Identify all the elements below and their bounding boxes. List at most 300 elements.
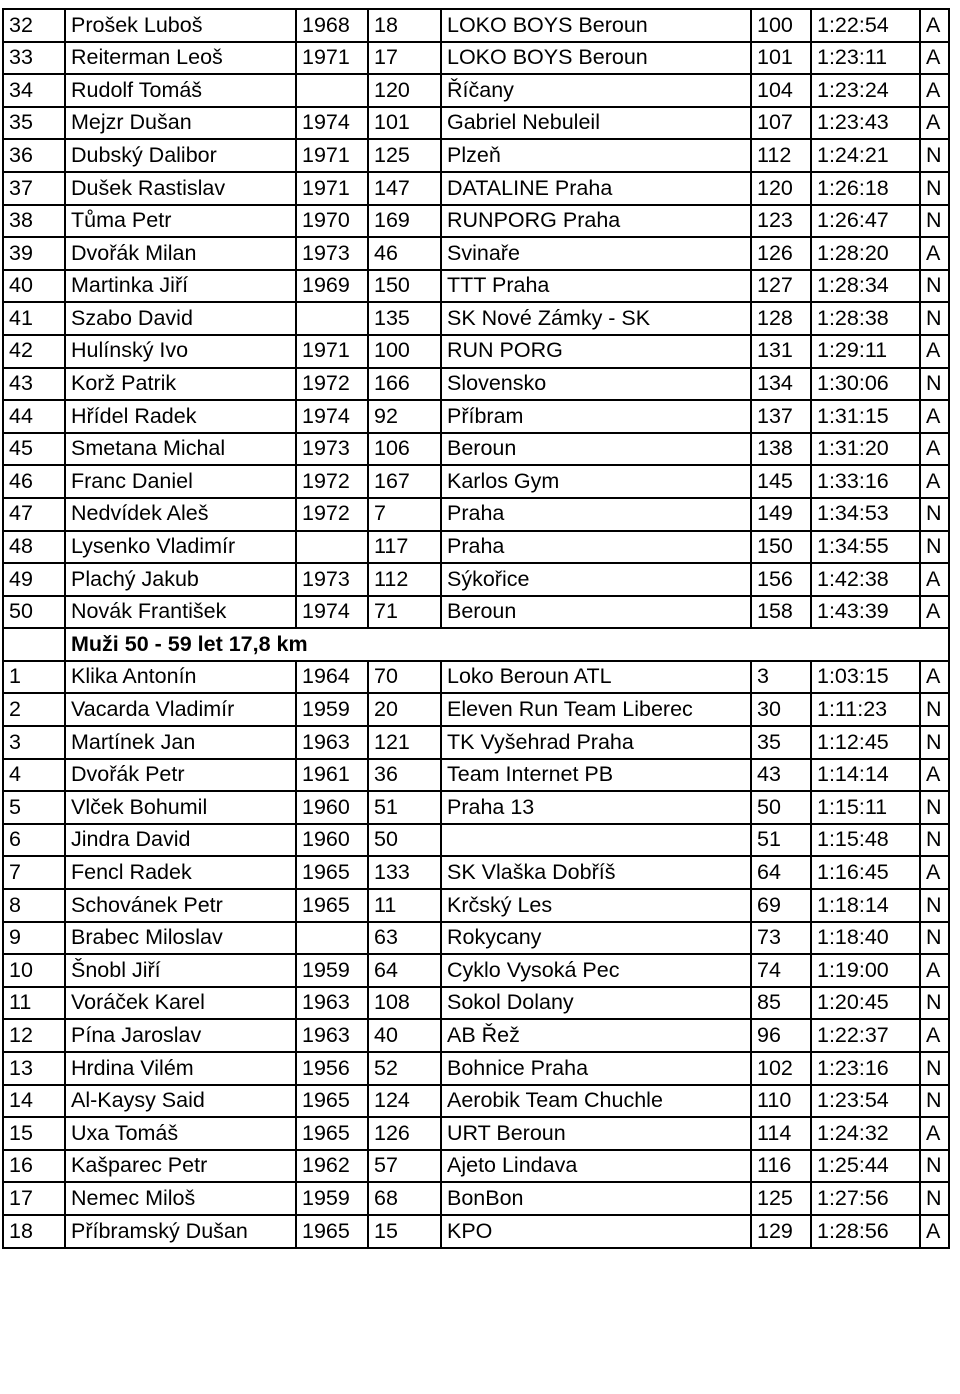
year-cell: 1974 <box>296 107 368 140</box>
place-cell: 40 <box>3 270 65 303</box>
club-cell: Beroun <box>441 433 751 466</box>
time-cell: 1:28:20 <box>811 237 920 270</box>
name-cell: Kašparec Petr <box>65 1150 296 1183</box>
table-row <box>3 596 949 629</box>
club-cell <box>441 824 751 857</box>
place-cell: 9 <box>3 922 65 955</box>
table-row <box>3 74 949 107</box>
bib-cell: 20 <box>368 693 441 726</box>
name-cell: Smetana Michal <box>65 433 296 466</box>
club-cell: AB Řež <box>441 1019 751 1052</box>
bib-cell: 51 <box>368 791 441 824</box>
table-row <box>3 759 949 792</box>
overall-cell: 96 <box>751 1019 811 1052</box>
club-cell: LOKO BOYS Beroun <box>441 42 751 75</box>
time-cell: 1:34:55 <box>811 531 920 564</box>
place-cell: 43 <box>3 368 65 401</box>
year-cell: 1960 <box>296 824 368 857</box>
table-row <box>3 661 949 694</box>
table-row <box>3 791 949 824</box>
place-cell: 45 <box>3 433 65 466</box>
year-cell: 1971 <box>296 139 368 172</box>
place-cell: 1 <box>3 661 65 694</box>
year-cell: 1959 <box>296 1182 368 1215</box>
table-row <box>3 237 949 270</box>
bib-cell: 57 <box>368 1150 441 1183</box>
overall-cell: 131 <box>751 335 811 368</box>
place-cell: 34 <box>3 74 65 107</box>
year-cell: 1970 <box>296 205 368 238</box>
name-cell: Al-Kaysy Said <box>65 1085 296 1118</box>
name-cell: Lysenko Vladimír <box>65 531 296 564</box>
flag-cell: A <box>920 661 949 694</box>
empty-cell <box>3 628 65 661</box>
year-cell: 1971 <box>296 172 368 205</box>
time-cell: 1:29:11 <box>811 335 920 368</box>
overall-cell: 137 <box>751 400 811 433</box>
bib-cell: 52 <box>368 1052 441 1085</box>
bib-cell: 150 <box>368 270 441 303</box>
table-row <box>3 693 949 726</box>
category-heading-row <box>3 628 949 661</box>
year-cell: 1961 <box>296 759 368 792</box>
club-cell: SK Vlaška Dobříš <box>441 856 751 889</box>
year-cell <box>296 922 368 955</box>
time-cell: 1:15:48 <box>811 824 920 857</box>
club-cell: Loko Beroun ATL <box>441 661 751 694</box>
name-cell: Plachý Jakub <box>65 563 296 596</box>
place-cell: 50 <box>3 596 65 629</box>
club-cell: Cyklo Vysoká Pec <box>441 954 751 987</box>
time-cell: 1:43:39 <box>811 596 920 629</box>
bib-cell: 68 <box>368 1182 441 1215</box>
overall-cell: 145 <box>751 465 811 498</box>
club-cell: Bohnice Praha <box>441 1052 751 1085</box>
flag-cell: A <box>920 1117 949 1150</box>
place-cell: 15 <box>3 1117 65 1150</box>
overall-cell: 138 <box>751 433 811 466</box>
bib-cell: 63 <box>368 922 441 955</box>
time-cell: 1:16:45 <box>811 856 920 889</box>
name-cell: Šnobl Jiří <box>65 954 296 987</box>
time-cell: 1:23:54 <box>811 1085 920 1118</box>
overall-cell: 128 <box>751 302 811 335</box>
bib-cell: 15 <box>368 1215 441 1248</box>
table-row <box>3 726 949 759</box>
overall-cell: 149 <box>751 498 811 531</box>
time-cell: 1:26:18 <box>811 172 920 205</box>
club-cell: TK Vyšehrad Praha <box>441 726 751 759</box>
name-cell: Korž Patrik <box>65 368 296 401</box>
bib-cell: 169 <box>368 205 441 238</box>
overall-cell: 3 <box>751 661 811 694</box>
overall-cell: 100 <box>751 9 811 42</box>
overall-cell: 101 <box>751 42 811 75</box>
table-row <box>3 531 949 564</box>
name-cell: Dvořák Milan <box>65 237 296 270</box>
name-cell: Novák František <box>65 596 296 629</box>
table-row <box>3 205 949 238</box>
bib-cell: 167 <box>368 465 441 498</box>
year-cell: 1968 <box>296 9 368 42</box>
name-cell: Klika Antonín <box>65 661 296 694</box>
flag-cell: N <box>920 1182 949 1215</box>
club-cell: LOKO BOYS Beroun <box>441 9 751 42</box>
place-cell: 10 <box>3 954 65 987</box>
year-cell: 1972 <box>296 498 368 531</box>
overall-cell: 129 <box>751 1215 811 1248</box>
bib-cell: 36 <box>368 759 441 792</box>
name-cell: Fencl Radek <box>65 856 296 889</box>
overall-cell: 30 <box>751 693 811 726</box>
overall-cell: 51 <box>751 824 811 857</box>
bib-cell: 11 <box>368 889 441 922</box>
time-cell: 1:15:11 <box>811 791 920 824</box>
table-row <box>3 270 949 303</box>
time-cell: 1:22:37 <box>811 1019 920 1052</box>
year-cell: 1959 <box>296 954 368 987</box>
table-row <box>3 922 949 955</box>
name-cell: Martinka Jiří <box>65 270 296 303</box>
time-cell: 1:23:43 <box>811 107 920 140</box>
name-cell: Tůma Petr <box>65 205 296 238</box>
flag-cell: N <box>920 205 949 238</box>
place-cell: 17 <box>3 1182 65 1215</box>
bib-cell: 166 <box>368 368 441 401</box>
flag-cell: N <box>920 889 949 922</box>
flag-cell: N <box>920 302 949 335</box>
club-cell: RUN PORG <box>441 335 751 368</box>
name-cell: Szabo David <box>65 302 296 335</box>
place-cell: 32 <box>3 9 65 42</box>
year-cell: 1974 <box>296 596 368 629</box>
overall-cell: 116 <box>751 1150 811 1183</box>
name-cell: Nemec Miloš <box>65 1182 296 1215</box>
table-row <box>3 987 949 1020</box>
time-cell: 1:28:38 <box>811 302 920 335</box>
place-cell: 39 <box>3 237 65 270</box>
table-row <box>3 433 949 466</box>
club-cell: Praha <box>441 498 751 531</box>
club-cell: Sokol Dolany <box>441 987 751 1020</box>
time-cell: 1:26:47 <box>811 205 920 238</box>
overall-cell: 112 <box>751 139 811 172</box>
time-cell: 1:34:53 <box>811 498 920 531</box>
time-cell: 1:33:16 <box>811 465 920 498</box>
flag-cell: N <box>920 498 949 531</box>
overall-cell: 43 <box>751 759 811 792</box>
name-cell: Hulínský Ivo <box>65 335 296 368</box>
club-cell: Aerobik Team Chuchle <box>441 1085 751 1118</box>
club-cell: URT Beroun <box>441 1117 751 1150</box>
results-body <box>3 9 949 1248</box>
place-cell: 13 <box>3 1052 65 1085</box>
overall-cell: 110 <box>751 1085 811 1118</box>
results-sheet <box>2 8 948 1249</box>
time-cell: 1:23:16 <box>811 1052 920 1085</box>
place-cell: 47 <box>3 498 65 531</box>
club-cell: Karlos Gym <box>441 465 751 498</box>
year-cell: 1963 <box>296 1019 368 1052</box>
overall-cell: 74 <box>751 954 811 987</box>
name-cell: Schovánek Petr <box>65 889 296 922</box>
table-row <box>3 824 949 857</box>
year-cell: 1974 <box>296 400 368 433</box>
club-cell: Team Internet PB <box>441 759 751 792</box>
table-row <box>3 889 949 922</box>
overall-cell: 35 <box>751 726 811 759</box>
flag-cell: A <box>920 1019 949 1052</box>
place-cell: 33 <box>3 42 65 75</box>
overall-cell: 85 <box>751 987 811 1020</box>
time-cell: 1:24:32 <box>811 1117 920 1150</box>
flag-cell: A <box>920 1215 949 1248</box>
table-row <box>3 498 949 531</box>
bib-cell: 108 <box>368 987 441 1020</box>
name-cell: Franc Daniel <box>65 465 296 498</box>
place-cell: 44 <box>3 400 65 433</box>
bib-cell: 71 <box>368 596 441 629</box>
flag-cell: A <box>920 237 949 270</box>
flag-cell: A <box>920 433 949 466</box>
bib-cell: 18 <box>368 9 441 42</box>
overall-cell: 102 <box>751 1052 811 1085</box>
table-row <box>3 335 949 368</box>
time-cell: 1:31:20 <box>811 433 920 466</box>
time-cell: 1:18:14 <box>811 889 920 922</box>
place-cell: 4 <box>3 759 65 792</box>
time-cell: 1:24:21 <box>811 139 920 172</box>
club-cell: Praha 13 <box>441 791 751 824</box>
name-cell: Hrdina Vilém <box>65 1052 296 1085</box>
club-cell: Plzeň <box>441 139 751 172</box>
time-cell: 1:42:38 <box>811 563 920 596</box>
year-cell <box>296 74 368 107</box>
time-cell: 1:31:15 <box>811 400 920 433</box>
flag-cell: A <box>920 596 949 629</box>
flag-cell: A <box>920 107 949 140</box>
place-cell: 16 <box>3 1150 65 1183</box>
club-cell: Říčany <box>441 74 751 107</box>
year-cell: 1963 <box>296 726 368 759</box>
time-cell: 1:23:24 <box>811 74 920 107</box>
table-row <box>3 1150 949 1183</box>
year-cell: 1965 <box>296 889 368 922</box>
year-cell: 1971 <box>296 335 368 368</box>
year-cell: 1972 <box>296 465 368 498</box>
club-cell: Eleven Run Team Liberec <box>441 693 751 726</box>
empty-cell <box>751 628 949 661</box>
time-cell: 1:25:44 <box>811 1150 920 1183</box>
overall-cell: 114 <box>751 1117 811 1150</box>
place-cell: 49 <box>3 563 65 596</box>
bib-cell: 106 <box>368 433 441 466</box>
year-cell: 1973 <box>296 433 368 466</box>
flag-cell: N <box>920 987 949 1020</box>
time-cell: 1:03:15 <box>811 661 920 694</box>
bib-cell: 147 <box>368 172 441 205</box>
flag-cell: A <box>920 759 949 792</box>
flag-cell: A <box>920 9 949 42</box>
name-cell: Nedvídek Aleš <box>65 498 296 531</box>
time-cell: 1:22:54 <box>811 9 920 42</box>
club-cell: Svinaře <box>441 237 751 270</box>
flag-cell: A <box>920 42 949 75</box>
name-cell: Dubský Dalibor <box>65 139 296 172</box>
name-cell: Prošek Luboš <box>65 9 296 42</box>
year-cell: 1965 <box>296 1085 368 1118</box>
club-cell: RUNPORG Praha <box>441 205 751 238</box>
name-cell: Brabec Miloslav <box>65 922 296 955</box>
flag-cell: A <box>920 856 949 889</box>
name-cell: Uxa Tomáš <box>65 1117 296 1150</box>
year-cell <box>296 302 368 335</box>
club-cell: Krčský Les <box>441 889 751 922</box>
flag-cell: N <box>920 726 949 759</box>
year-cell: 1972 <box>296 368 368 401</box>
flag-cell: A <box>920 335 949 368</box>
place-cell: 18 <box>3 1215 65 1248</box>
table-row <box>3 368 949 401</box>
table-row <box>3 107 949 140</box>
bib-cell: 121 <box>368 726 441 759</box>
club-cell: Ajeto Lindava <box>441 1150 751 1183</box>
overall-cell: 158 <box>751 596 811 629</box>
place-cell: 37 <box>3 172 65 205</box>
name-cell: Příbramský Dušan <box>65 1215 296 1248</box>
table-row <box>3 1215 949 1248</box>
flag-cell: N <box>920 1052 949 1085</box>
club-cell: TTT Praha <box>441 270 751 303</box>
time-cell: 1:12:45 <box>811 726 920 759</box>
table-row <box>3 139 949 172</box>
bib-cell: 120 <box>368 74 441 107</box>
name-cell: Dvořák Petr <box>65 759 296 792</box>
overall-cell: 120 <box>751 172 811 205</box>
overall-cell: 156 <box>751 563 811 596</box>
overall-cell: 123 <box>751 205 811 238</box>
bib-cell: 117 <box>368 531 441 564</box>
year-cell: 1971 <box>296 42 368 75</box>
name-cell: Vacarda Vladimír <box>65 693 296 726</box>
club-cell: KPO <box>441 1215 751 1248</box>
place-cell: 42 <box>3 335 65 368</box>
place-cell: 2 <box>3 693 65 726</box>
place-cell: 48 <box>3 531 65 564</box>
flag-cell: A <box>920 954 949 987</box>
year-cell: 1960 <box>296 791 368 824</box>
place-cell: 46 <box>3 465 65 498</box>
table-row <box>3 954 949 987</box>
flag-cell: N <box>920 531 949 564</box>
overall-cell: 64 <box>751 856 811 889</box>
flag-cell: N <box>920 139 949 172</box>
bib-cell: 135 <box>368 302 441 335</box>
place-cell: 11 <box>3 987 65 1020</box>
place-cell: 7 <box>3 856 65 889</box>
year-cell: 1962 <box>296 1150 368 1183</box>
place-cell: 38 <box>3 205 65 238</box>
flag-cell: N <box>920 824 949 857</box>
time-cell: 1:20:45 <box>811 987 920 1020</box>
bib-cell: 46 <box>368 237 441 270</box>
year-cell: 1963 <box>296 987 368 1020</box>
overall-cell: 134 <box>751 368 811 401</box>
flag-cell: N <box>920 1150 949 1183</box>
flag-cell: N <box>920 1085 949 1118</box>
place-cell: 6 <box>3 824 65 857</box>
overall-cell: 127 <box>751 270 811 303</box>
flag-cell: N <box>920 922 949 955</box>
flag-cell: N <box>920 368 949 401</box>
name-cell: Rudolf Tomáš <box>65 74 296 107</box>
year-cell: 1956 <box>296 1052 368 1085</box>
flag-cell: A <box>920 563 949 596</box>
overall-cell: 73 <box>751 922 811 955</box>
bib-cell: 125 <box>368 139 441 172</box>
name-cell: Vlček Bohumil <box>65 791 296 824</box>
flag-cell: A <box>920 465 949 498</box>
time-cell: 1:18:40 <box>811 922 920 955</box>
table-row <box>3 465 949 498</box>
overall-cell: 125 <box>751 1182 811 1215</box>
flag-cell: N <box>920 791 949 824</box>
time-cell: 1:28:34 <box>811 270 920 303</box>
bib-cell: 124 <box>368 1085 441 1118</box>
bib-cell: 100 <box>368 335 441 368</box>
table-row <box>3 856 949 889</box>
club-cell: Sýkořice <box>441 563 751 596</box>
place-cell: 12 <box>3 1019 65 1052</box>
time-cell: 1:11:23 <box>811 693 920 726</box>
year-cell: 1973 <box>296 563 368 596</box>
year-cell <box>296 531 368 564</box>
club-cell: Beroun <box>441 596 751 629</box>
bib-cell: 112 <box>368 563 441 596</box>
overall-cell: 107 <box>751 107 811 140</box>
bib-cell: 133 <box>368 856 441 889</box>
table-row <box>3 1117 949 1150</box>
flag-cell: N <box>920 270 949 303</box>
table-row <box>3 9 949 42</box>
bib-cell: 126 <box>368 1117 441 1150</box>
bib-cell: 7 <box>368 498 441 531</box>
name-cell: Voráček Karel <box>65 987 296 1020</box>
category-title: Muži 50 - 59 let 17,8 km <box>65 628 751 661</box>
club-cell: Rokycany <box>441 922 751 955</box>
club-cell: Praha <box>441 531 751 564</box>
flag-cell: A <box>920 400 949 433</box>
table-row <box>3 1019 949 1052</box>
flag-cell: N <box>920 693 949 726</box>
name-cell: Mejzr Dušan <box>65 107 296 140</box>
table-row <box>3 1085 949 1118</box>
table-row <box>3 1182 949 1215</box>
table-row <box>3 172 949 205</box>
club-cell: Slovensko <box>441 368 751 401</box>
table-row <box>3 563 949 596</box>
overall-cell: 150 <box>751 531 811 564</box>
bib-cell: 101 <box>368 107 441 140</box>
place-cell: 41 <box>3 302 65 335</box>
overall-cell: 104 <box>751 74 811 107</box>
name-cell: Dušek Rastislav <box>65 172 296 205</box>
table-row <box>3 1052 949 1085</box>
time-cell: 1:23:11 <box>811 42 920 75</box>
year-cell: 1965 <box>296 1215 368 1248</box>
time-cell: 1:28:56 <box>811 1215 920 1248</box>
year-cell: 1973 <box>296 237 368 270</box>
